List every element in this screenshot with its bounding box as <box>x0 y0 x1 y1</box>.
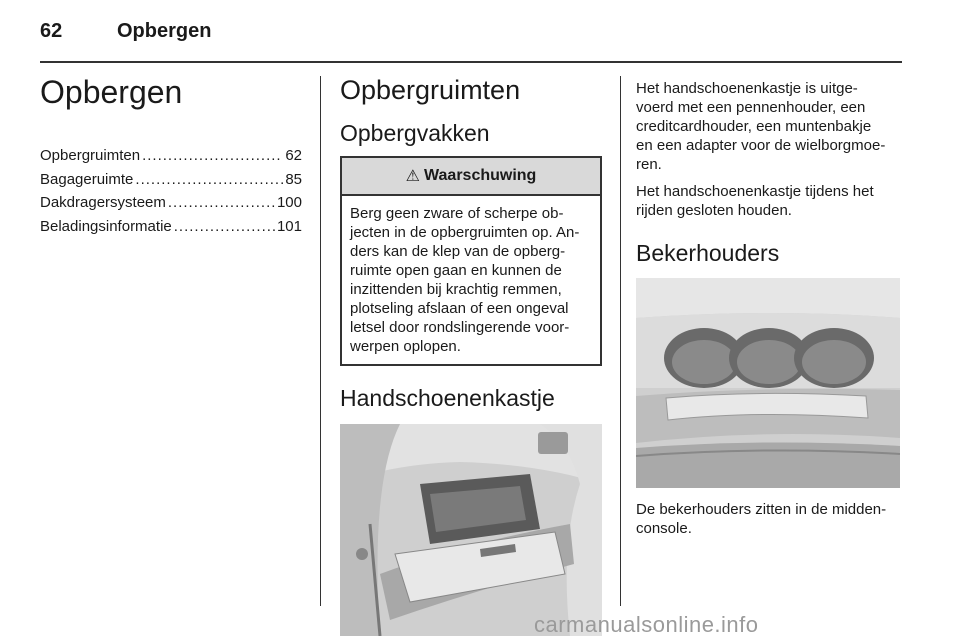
cupholder-description <box>636 500 900 538</box>
middle-column <box>340 72 602 636</box>
right-column <box>636 79 900 546</box>
warning-line: plotseling afslaan of een ongeval <box>350 300 569 317</box>
toc-entry-title: Opbergruimten <box>40 147 141 164</box>
header-rule <box>40 61 902 63</box>
toc-entry[interactable] <box>40 144 302 168</box>
chapter-title: Opbergen <box>40 74 183 110</box>
warning-heading <box>342 158 600 196</box>
toc-entry[interactable] <box>40 168 302 192</box>
toc-entry-page: 85 <box>285 170 302 188</box>
text-line: rijden gesloten houden. <box>636 202 792 219</box>
text-line: ren. <box>636 156 662 173</box>
warning-line: werpen oplopen. <box>350 338 461 355</box>
warning-line: ruimte open gaan en kunnen de <box>350 262 562 279</box>
toc-dot-leader <box>168 191 275 215</box>
toc-dot-leader <box>174 215 275 239</box>
column-divider <box>620 76 621 606</box>
text-line: De bekerhouders zitten in de midden- <box>636 501 887 518</box>
warning-line: letsel door rondslingerende voor- <box>350 319 570 336</box>
toc-entry-title: Dakdragersysteem <box>40 194 166 212</box>
text-line: Het handschoenenkastje is uitge- <box>636 80 858 97</box>
toc-dot-leader <box>135 168 283 192</box>
toc-entry-title: Bagageruimte <box>40 170 134 188</box>
glovebox-illustration <box>340 424 602 636</box>
warning-triangle-icon: ⚠ <box>405 168 421 185</box>
warning-line: Berg geen zware of scherpe ob- <box>350 205 564 222</box>
cupholder-illustration <box>636 278 900 488</box>
toc-entry[interactable] <box>40 215 302 239</box>
toc-entry-page: 62 <box>285 147 302 164</box>
watermark: carmanualsonline.info <box>534 612 759 637</box>
column-divider <box>320 76 321 606</box>
text-line: voerd met een pennenhouder, een <box>636 99 866 116</box>
text-line: en een adapter voor de wielborgmoe- <box>636 137 886 154</box>
text-line: console. <box>636 520 692 537</box>
glovebox-instruction <box>636 182 900 220</box>
warning-text <box>342 196 600 364</box>
text-line: Het handschoenenkastje tijdens het <box>636 183 874 200</box>
warning-line: ders kan de klep van de opberg- <box>350 243 566 260</box>
toc-entry-page: 101 <box>276 217 302 235</box>
page-number: 62 <box>40 20 63 42</box>
toc-entry-page: 100 <box>276 194 302 212</box>
warning-box <box>340 156 602 366</box>
table-of-contents <box>40 144 302 238</box>
glovebox-description <box>636 79 900 174</box>
warning-line: jecten in de opbergruimten op. An- <box>350 224 580 241</box>
section-title: Handschoenenkastje <box>340 385 555 411</box>
page-header <box>40 18 902 58</box>
warning-line: inzittenden bij krachtig remmen, <box>350 281 562 298</box>
running-title: Opbergen <box>117 20 212 42</box>
section-title: Bekerhouders <box>636 240 780 266</box>
warning-heading-text: Waarschuwing <box>424 167 537 184</box>
toc-entry[interactable] <box>40 191 302 215</box>
subsection-title: Opbergvakken <box>340 120 490 146</box>
left-column <box>40 72 302 238</box>
text-line: creditcardhouder, een muntenbakje <box>636 118 872 135</box>
toc-dot-leader <box>142 144 283 168</box>
section-title: Opbergruimten <box>340 75 521 105</box>
toc-entry-title: Beladingsinformatie <box>40 217 172 235</box>
